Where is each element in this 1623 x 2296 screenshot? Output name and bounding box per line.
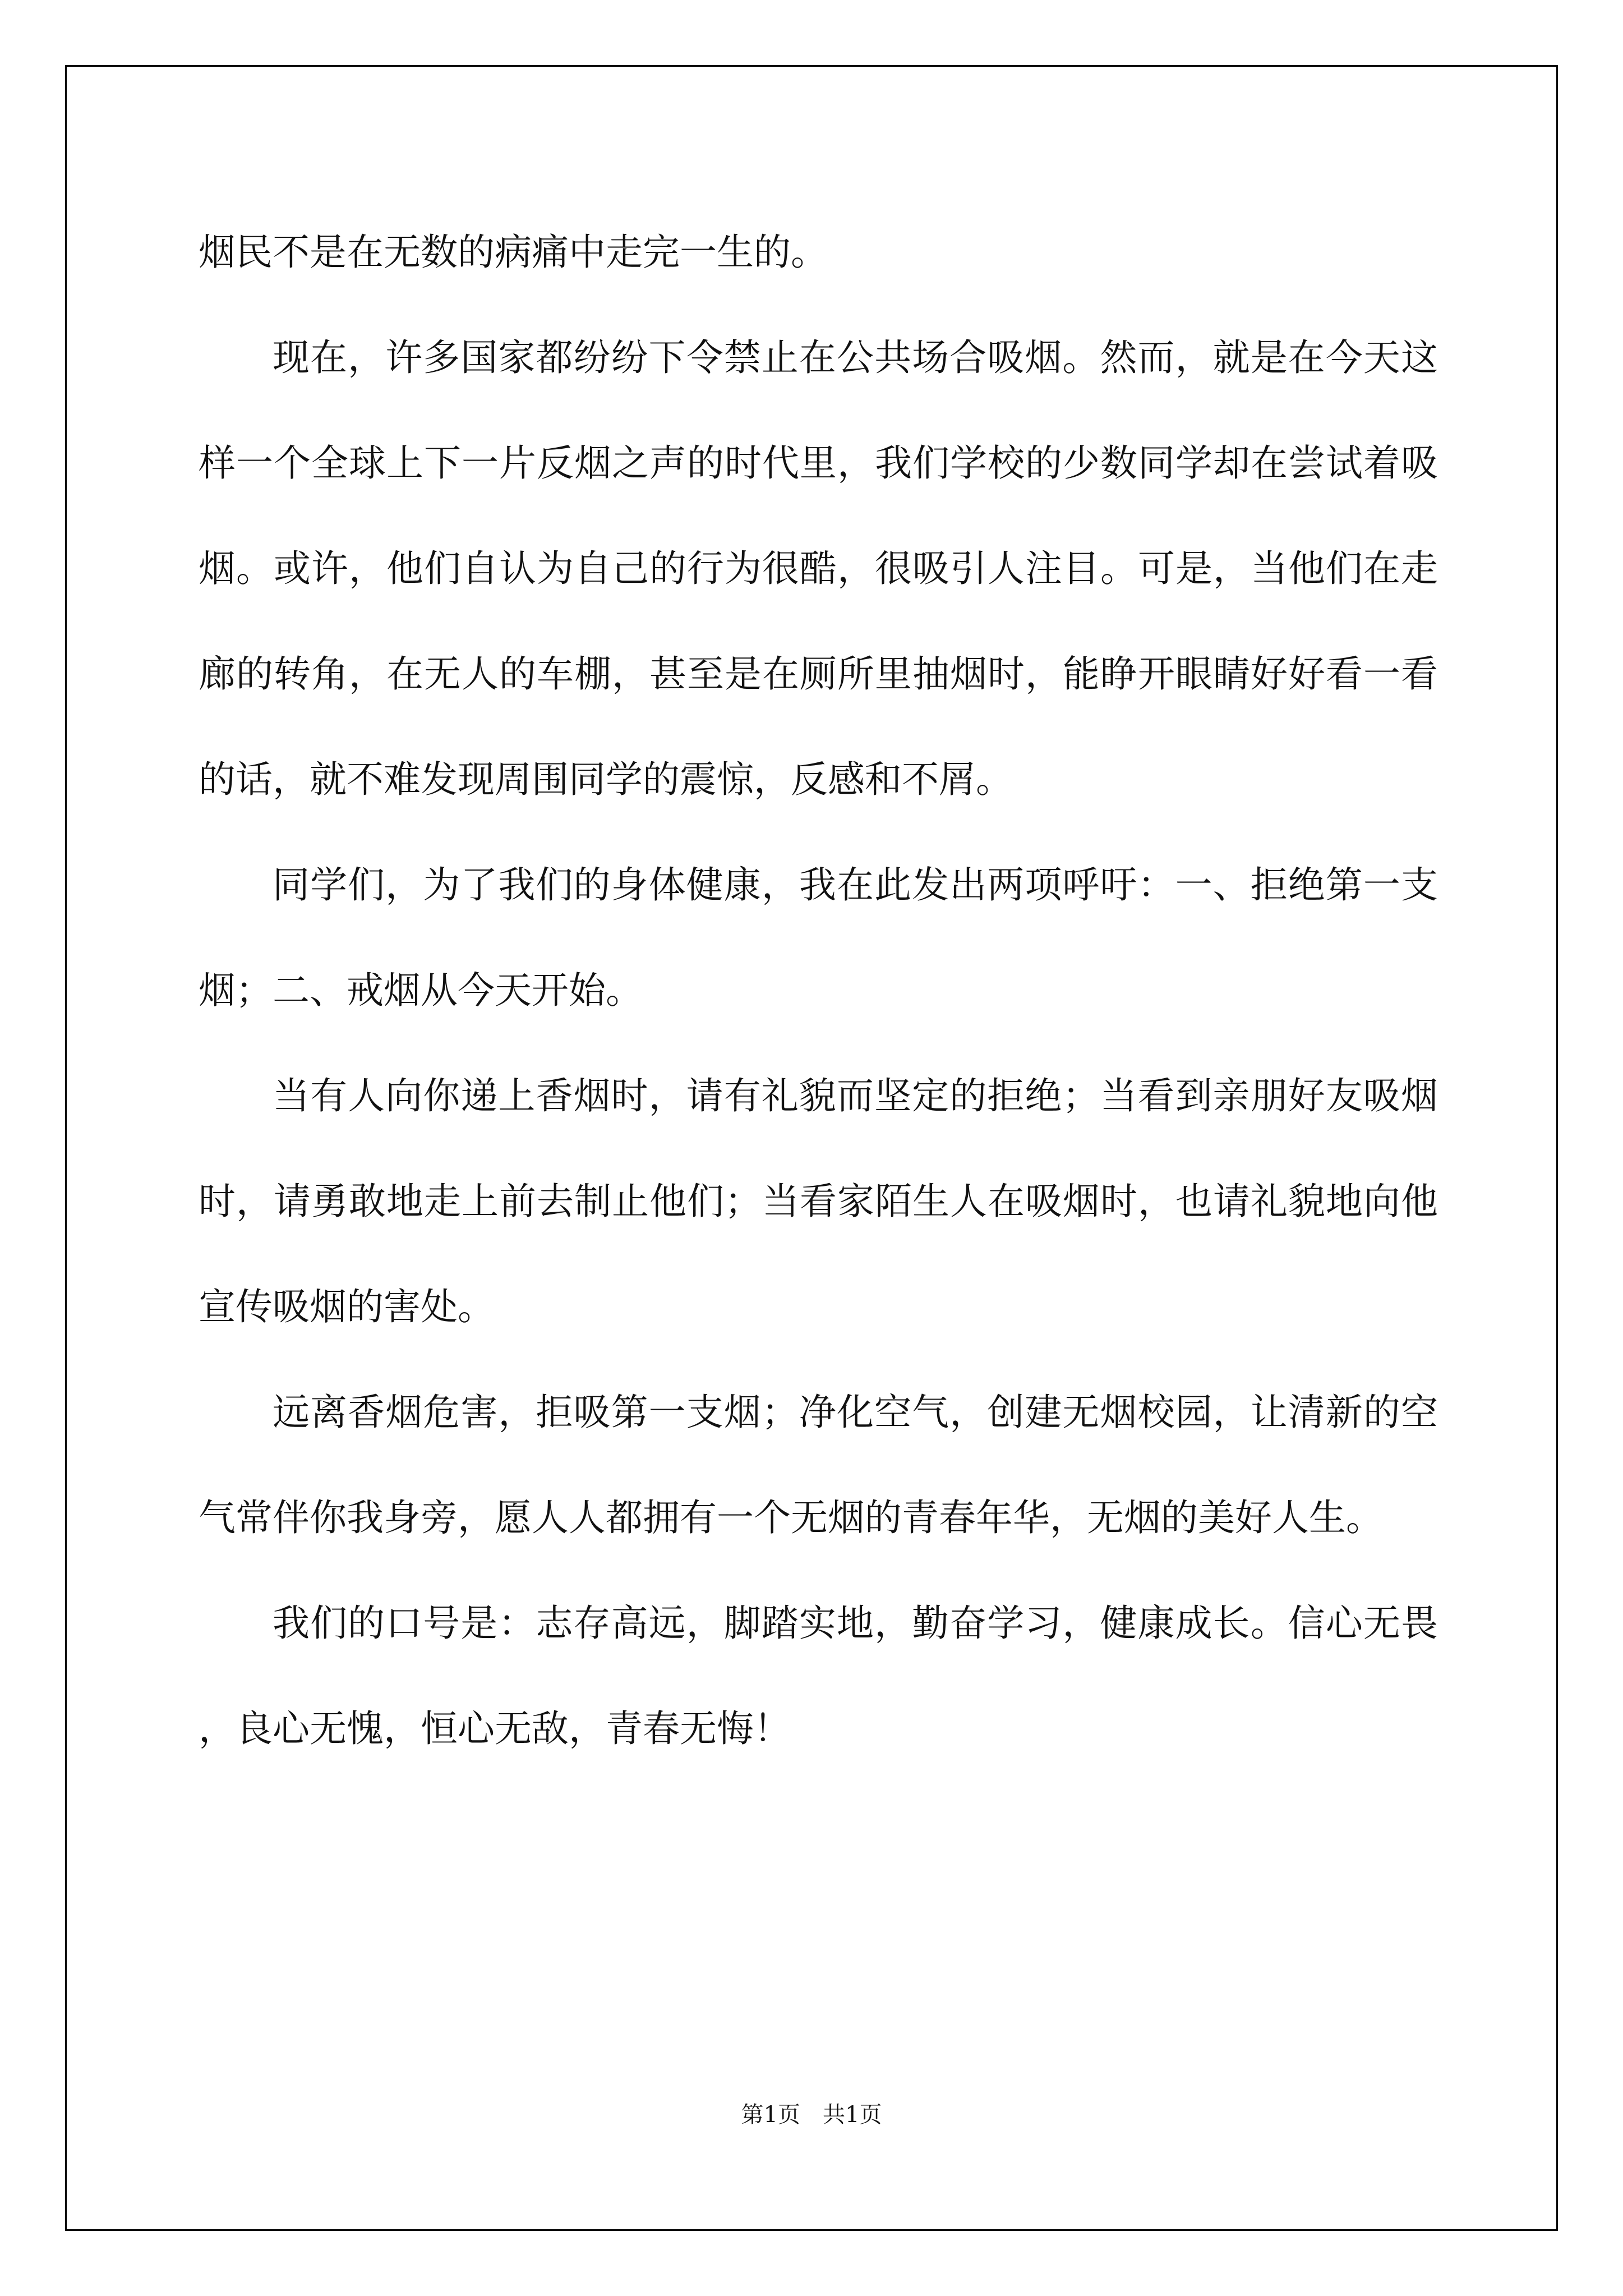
- paragraph-6: 我们的口号是：志存高远，脚踏实地，勤奋学习，健康成长。信心无畏，良心无愧，恒心无敌，青春无悔！: [199, 1602, 1438, 1750]
- paragraph-1: 烟民不是在无数的病痛中走完一生的。: [199, 231, 828, 274]
- paragraph-5: 远离香烟危害，拒吸第一支烟；净化空气，创建无烟校园，让清新的空气常伴你我身旁，愿人人都拥有一个无烟的青春年华，无烟的美好人生。: [199, 1391, 1438, 1539]
- paragraph-4: 当有人向你递上香烟时，请有礼貌而坚定的拒绝；当看到亲朋好友吸烟时，请勇敢地走上前去制止他们；当看家陌生人在吸烟时，也请礼貌地向他宣传吸烟的害处。: [199, 1074, 1438, 1328]
- page-number-footer: 第1页 共1页: [741, 2102, 882, 2128]
- document-body: [199, 200, 1438, 1782]
- paragraph-3: 同学们，为了我们的身体健康，我在此发出两项呼吁：一、拒绝第一支烟；二、戒烟从今天开始。: [199, 863, 1438, 1012]
- paragraph-2: 现在，许多国家都纷纷下令禁止在公共场合吸烟。然而，就是在今天这样一个全球上下一片反烟之声的时代里，我们学校的少数同学却在尝试着吸烟。或许，他们自认为自己的行为很酷，很吸引人注目。可是，当他们在走廊的转角，在无人的车棚，甚至是在厕所里抽烟时，能睁开眼睛好好看一看的话，就不难发现周围同学的震惊，反感和不屑。: [199, 336, 1438, 801]
